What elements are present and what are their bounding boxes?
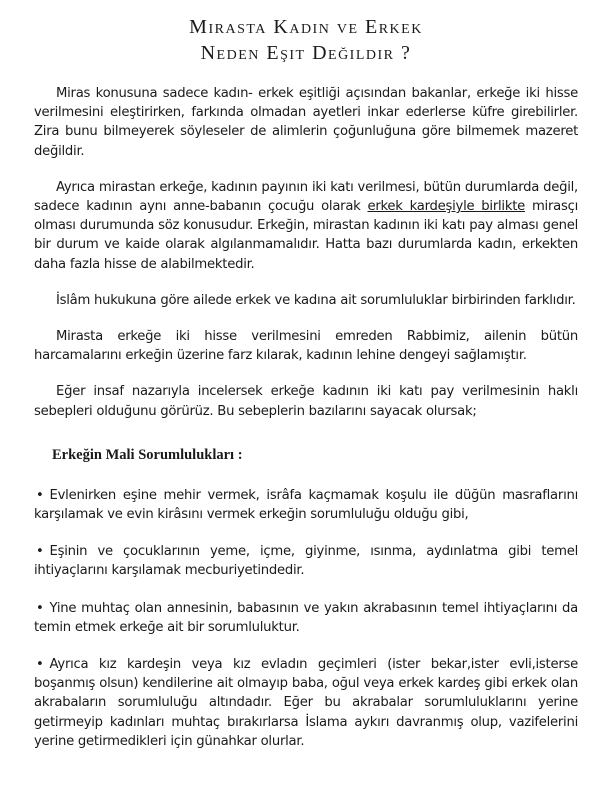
bullet-text: Evlenirken eşine mehir vermek, isrâfa kaçmamak koşulu ile düğün masraflarını karşılamak ve evin kirâsını vermek erkeğin sorumluluğu olduğu gibi, <box>34 487 578 523</box>
bullet-item <box>34 599 578 637</box>
paragraph-2-text-b: mirasçı olması durumunda söz konusudur. Erkeğin, mirastan kadının iki katı pay alması genel bir durum ve kaide olarak algılanmamalıdır. Hatta bazı durumlarda kadın, erkekten daha fazla hisse de alabilmektedir. <box>34 199 579 272</box>
bullet-item <box>34 542 578 580</box>
paragraph-2-text-a: Ayrıca mirastan erkeğe, kadının payının iki katı verilmesi, bütün durumlarda değil, sadece kadının aynı anne-babanın çocuğu olarak <box>34 179 578 215</box>
paragraph-3: İslâm hukukuna göre ailede erkek ve kadına ait sorumluluklar birbirinden farklıdır. <box>56 292 576 308</box>
paragraph-2 <box>34 178 578 274</box>
bullet-dot: • <box>36 657 44 673</box>
bullet-text: Eşinin ve çocuklarının yeme, içme, giyinme, ısınma, aydınlatma gibi temel ihtiyaçlarını karşılamak mecburiyetindedir. <box>34 544 578 579</box>
paragraph-5: Eğer insaf nazarıyla incelersek erkeğe kadının iki katı pay verilmesinin haklı sebepleri olduğunu görürüz. Bu sebeplerin bazılarını sayacak olursak; <box>34 384 578 419</box>
paragraph-4: Mirasta erkeğe iki hisse verilmesini emreden Rabbimiz, ailenin bütün harcamalarını erkeğin üzerine farz kılarak, kadının lehine dengeyi sağlamıştır. <box>34 329 578 364</box>
bullet-text: Yine muhtaç olan annesinin, babasının ve yakın akrabasının temel ihtiyaçlarını da temin etmek erkeğe ait bir sorumluluktur. <box>34 600 578 635</box>
bullet-item <box>34 655 578 751</box>
paragraph-1: Miras konusuna sadece kadın- erkek eşitliği açısından bakanlar, erkeğe iki hisse verilmesini eleştirirken, farkında olmadan ayetleri inkar ederlerse küfre girebilirler. Zira bunu bilmeyerek söyleseler de alimlerin çoğunluğuna göre bilmemek mazeret değildir. <box>34 86 578 159</box>
underlined-phrase: erkek kardeşiyle birlikte <box>367 199 526 215</box>
bullet-dot: • <box>36 487 44 503</box>
bullet-item <box>34 486 578 524</box>
bullet-dot: • <box>36 600 44 616</box>
page-title <box>34 14 578 66</box>
bullet-text: Ayrıca kız kardeşin veya kız evladın geçimleri (ister bekar,ister evli,isterse boşanmış olsun) kendilerine ait olmayıp baba, oğul veya erkek kardeş gibi erkek olan akrabaların sorumluluğu altındadır. Eğer bu akrabalar sorumluluklarını yerine getirmeyip kadınları muhtaç bırakırlarsa İslama aykırı davranmış olup, vazifelerini yerine getirmedikleri için günahkar olurlar. <box>34 657 578 749</box>
section-heading: Erkeğin Mali Sorumlulukları : <box>52 446 243 463</box>
title-line-1: Mirasta Kadın ve Erkek <box>189 16 423 38</box>
bullet-dot: • <box>36 544 44 560</box>
title-line-2: Neden Eşit Değildir ? <box>200 42 412 64</box>
